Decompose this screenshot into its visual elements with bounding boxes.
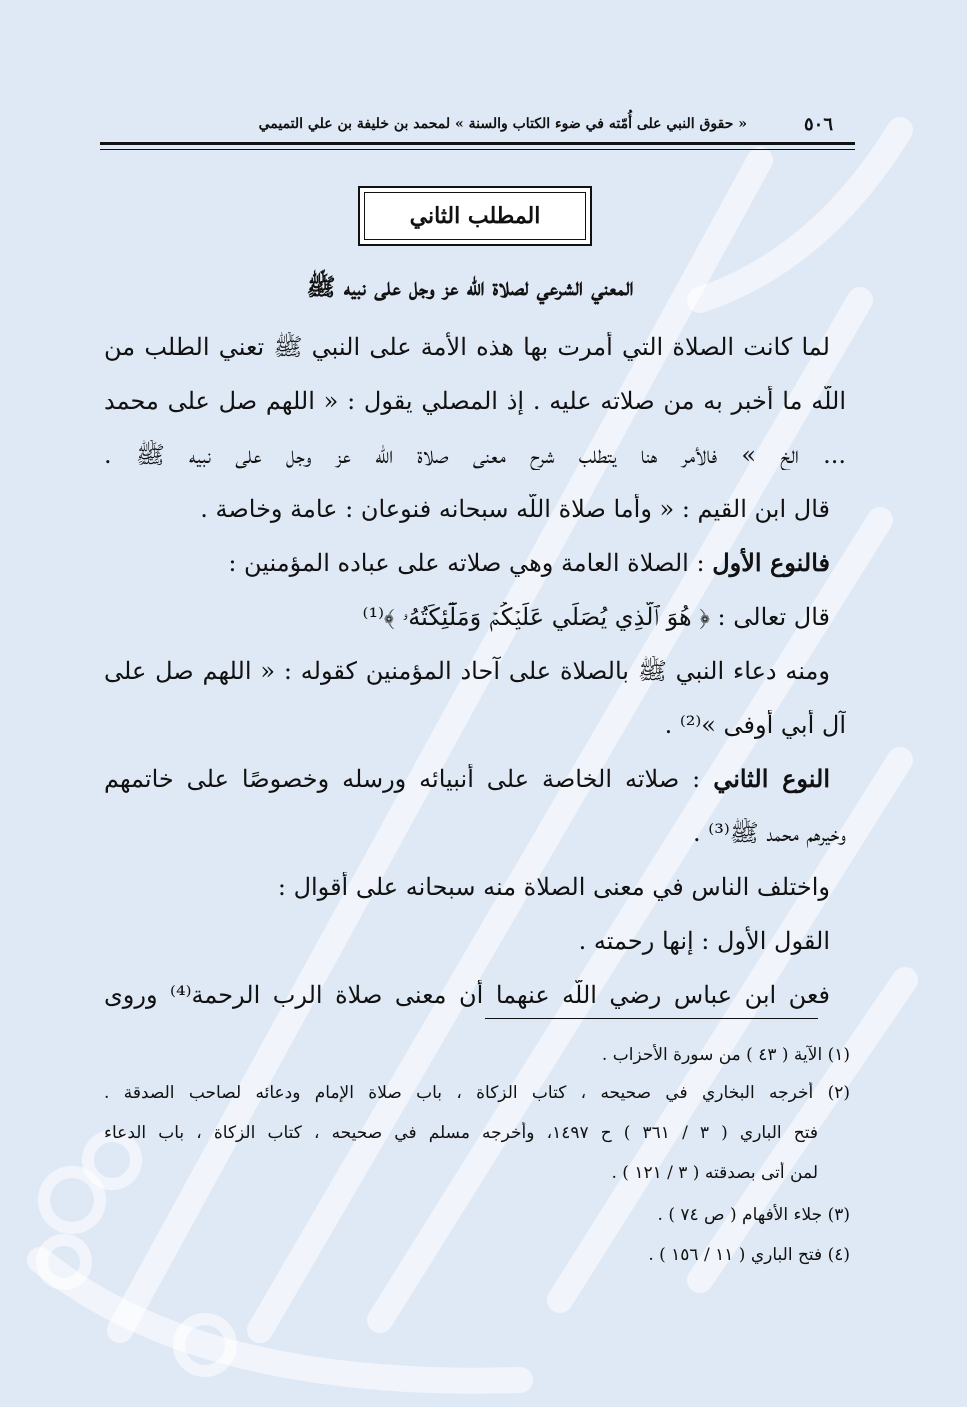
- footnote-2-line-3: لمن أتى بصدقته ( ٣ / ١٢١ ) .: [611, 1163, 818, 1183]
- body-line-1: لما كانت الصلاة التي أمرت بها هذه الأمة على النبي ﷺ تعني الطلب من: [104, 333, 830, 361]
- page-header: [100, 108, 855, 145]
- quran-verse-line: قال تعالى : ﴿ هُوَ ٱلَّذِي يُصَلِّي عَلَيۡكُمۡ وَمَلَٰٓئِكَتُهُۥ ﴾⁽¹⁾: [362, 603, 830, 631]
- section-title: المطلب الثاني: [364, 192, 586, 240]
- type-one-text: : الصلاة العامة وهي صلاته على عباده المؤمنين :: [228, 549, 713, 577]
- type-two-text: : صلاته الخاصة على أنبيائه ورسله وخصوصًا على خاتمهم: [104, 765, 714, 793]
- footnote-1: (١) الآية ( ٤٣ ) من سورة الأحزاب .: [601, 1045, 850, 1065]
- subheading: المعني الشرعي لصلاة اللّه عز وجل على نبيه ﷺ: [306, 272, 634, 301]
- body-line-2: اللّه ما أخبر به من صلاته عليه . إذ المصلي يقول : « اللهم صل على محمد: [104, 387, 846, 415]
- body-line-10: وخيرهم محمد ﷺ⁽³⁾ .: [693, 819, 846, 847]
- body-line-7: ومنه دعاء النبي ﷺ بالصلاة على آحاد المؤمنين كقوله : « اللهم صل على: [104, 657, 830, 685]
- header-rule: [100, 149, 855, 150]
- body-line-12: القول الأول : إنها رحمته .: [578, 927, 830, 955]
- body-line-4: قال ابن القيم : « وأما صلاة اللّه سبحانه فنوعان : عامة وخاصة .: [200, 495, 830, 523]
- footnote-separator: [485, 1018, 818, 1019]
- body-line-5: [104, 548, 830, 578]
- body-line-11: واختلف الناس في معنى الصلاة منه سبحانه على أقوال :: [277, 873, 830, 901]
- type-two-label: النوع الثاني: [713, 764, 830, 793]
- section-title-box: [358, 186, 592, 246]
- body-line-13: فعن ابن عباس رضي اللّه عنهما أن معنى صلاة الرب الرحمة⁽⁴⁾ وروى: [104, 981, 830, 1009]
- body-line-8: آل أبي أوفى »⁽²⁾ .: [664, 711, 846, 739]
- footnote-2-line-2: فتح الباري ( ٣ / ٣٦١ ) ح ١٤٩٧، وأخرجه مسلم في صحيحه ، كتاب الزكاة ، باب الدعاء: [104, 1123, 818, 1143]
- running-title: « حقوق النبي على أُمّته في ضوء الكتاب والسنة » لمحمد بن خليفة بن علي التميمي: [258, 116, 747, 132]
- body-line-3: ... الخ » فالأمر هنا يتطلب شرح معنى صلاة اللّه عز وجل على نبيه ﷺ .: [104, 441, 846, 469]
- page-number: ٥٠٦: [803, 114, 833, 135]
- footnote-2-line-1: (٢) أخرجه البخاري في صحيحه ، كتاب الزكاة ، باب صلاة الإمام ودعائه لصاحب الصدقة .: [104, 1083, 850, 1103]
- footnote-4: (٤) فتح الباري ( ١١ / ١٥٦ ) .: [648, 1245, 850, 1265]
- type-one-label: فالنوع الأول: [712, 548, 830, 577]
- body-line-9: [104, 764, 830, 794]
- footnote-3: (٣) جلاء الأفهام ( ص ٧٤ ) .: [657, 1205, 850, 1225]
